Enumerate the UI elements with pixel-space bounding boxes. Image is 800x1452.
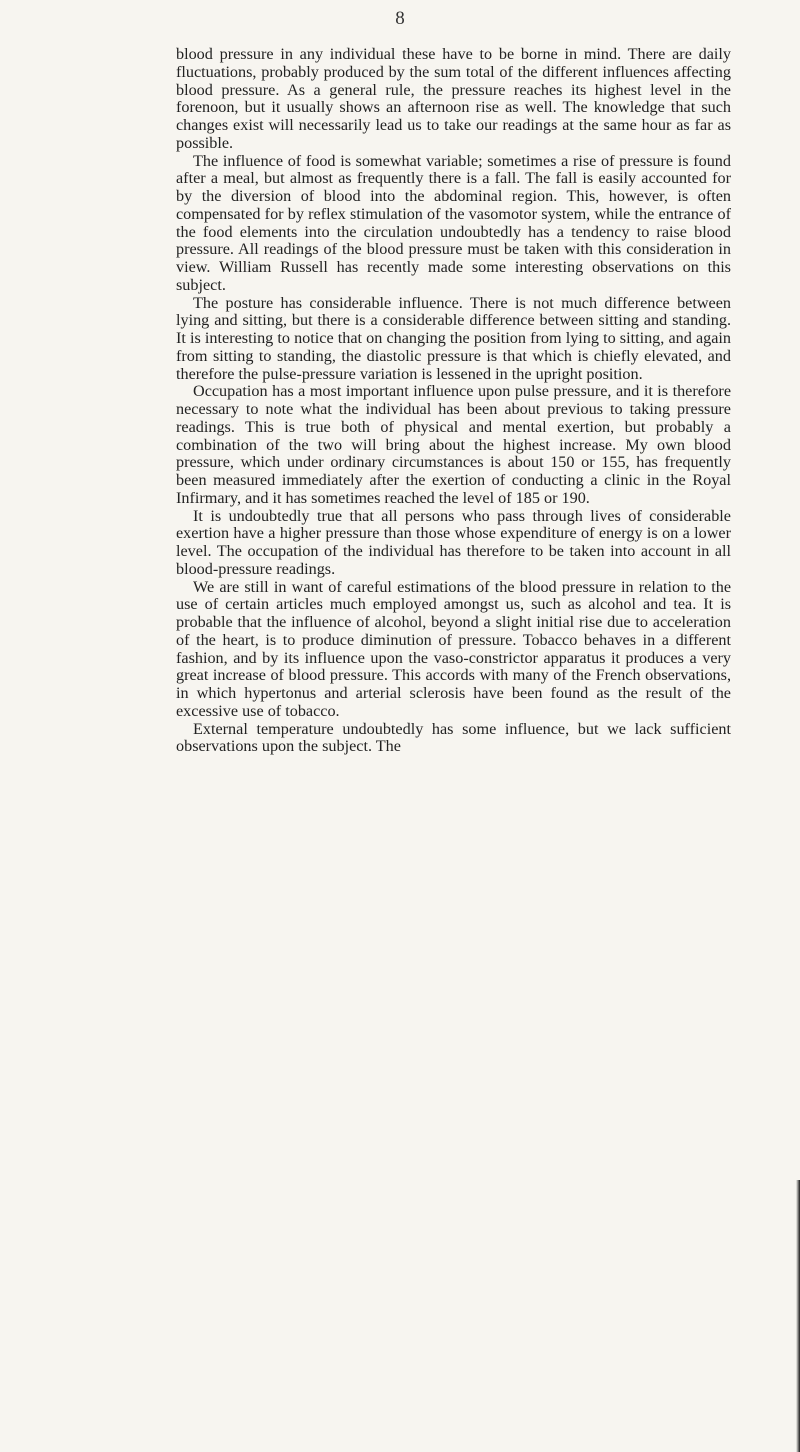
- body-text: [176, 46, 731, 756]
- paragraph-food-influence: The influence of food is somewhat variable; sometimes a rise of pressure is found after a meal, but almost as frequently there is a fall. The fall is easily accounted for by the diversion of blood into the abdominal region. This, however, is often compensated for by reflex stimulation of the vasomotor system, while the entrance of the food elements into the circulation undoubtedly has a tendency to raise blood pressure. All readings of the blood pressure must be taken with this consideration in view. William Russell has recently made some interesting observations on this subject.: [176, 151, 731, 294]
- paragraph-posture: The posture has considerable influence. There is not much difference between lying and sitting, but there is a considerable difference between sitting and standing. It is interesting to notice that on changing the position from lying to sitting, and again from sitting to standing, the diastolic pressure is that which is chiefly elevated, and therefore the pulse-pressure variation is lessened in the upright position.: [176, 293, 731, 383]
- paragraph-alcohol-tobacco: We are still in want of careful estimations of the blood pressure in relation to the use of certain articles much employed amongst us, such as alcohol and tea. It is probable that the influence of alcohol, beyond a slight initial rise due to acceleration of the heart, is to produce diminution of pressure. Tobacco behaves in a different fashion, and by its influence upon the vaso-constrictor apparatus it produces a very great increase of blood pressure. This accords with many of the French observations, in which hypertonus and arterial sclerosis have been found as the result of the excessive use of tobacco.: [176, 577, 731, 720]
- page-edge-shadow: [796, 1180, 800, 1452]
- paragraph-exertion: It is undoubtedly true that all persons who pass through lives of considerable exertion have a higher pressure than those whose expenditure of energy is on a lower level. The occupation of the individual has therefore to be taken into account in all blood-pressure readings.: [176, 506, 731, 578]
- paragraph-occupation: Occupation has a most important influence upon pulse pressure, and it is therefore necessary to note what the individual has been about previous to taking pressure readings. This is true both of physical and mental exertion, but probably a combination of the two will bring about the highest increase. My own blood pressure, which under ordinary circumstances is about 150 or 155, has frequently been measured immediately after the exertion of conducting a clinic in the Royal Infirmary, and it has sometimes reached the level of 185 or 190.: [176, 382, 731, 507]
- page-number: 8: [395, 8, 405, 29]
- paragraph-blood-pressure-fluctuations: blood pressure in any individual these have to be borne in mind. There are daily fluctuations, probably produced by the sum total of the different influences affecting blood pressure. As a general rule, the pressure reaches its highest level in the forenoon, but it usually shows an afternoon rise as well. The knowledge that such changes exist will necessarily lead us to take our readings at the same hour as far as possible.: [176, 45, 731, 152]
- paragraph-external-temperature: External temperature undoubtedly has some influence, but we lack sufficient observations upon the subject. The: [176, 719, 731, 756]
